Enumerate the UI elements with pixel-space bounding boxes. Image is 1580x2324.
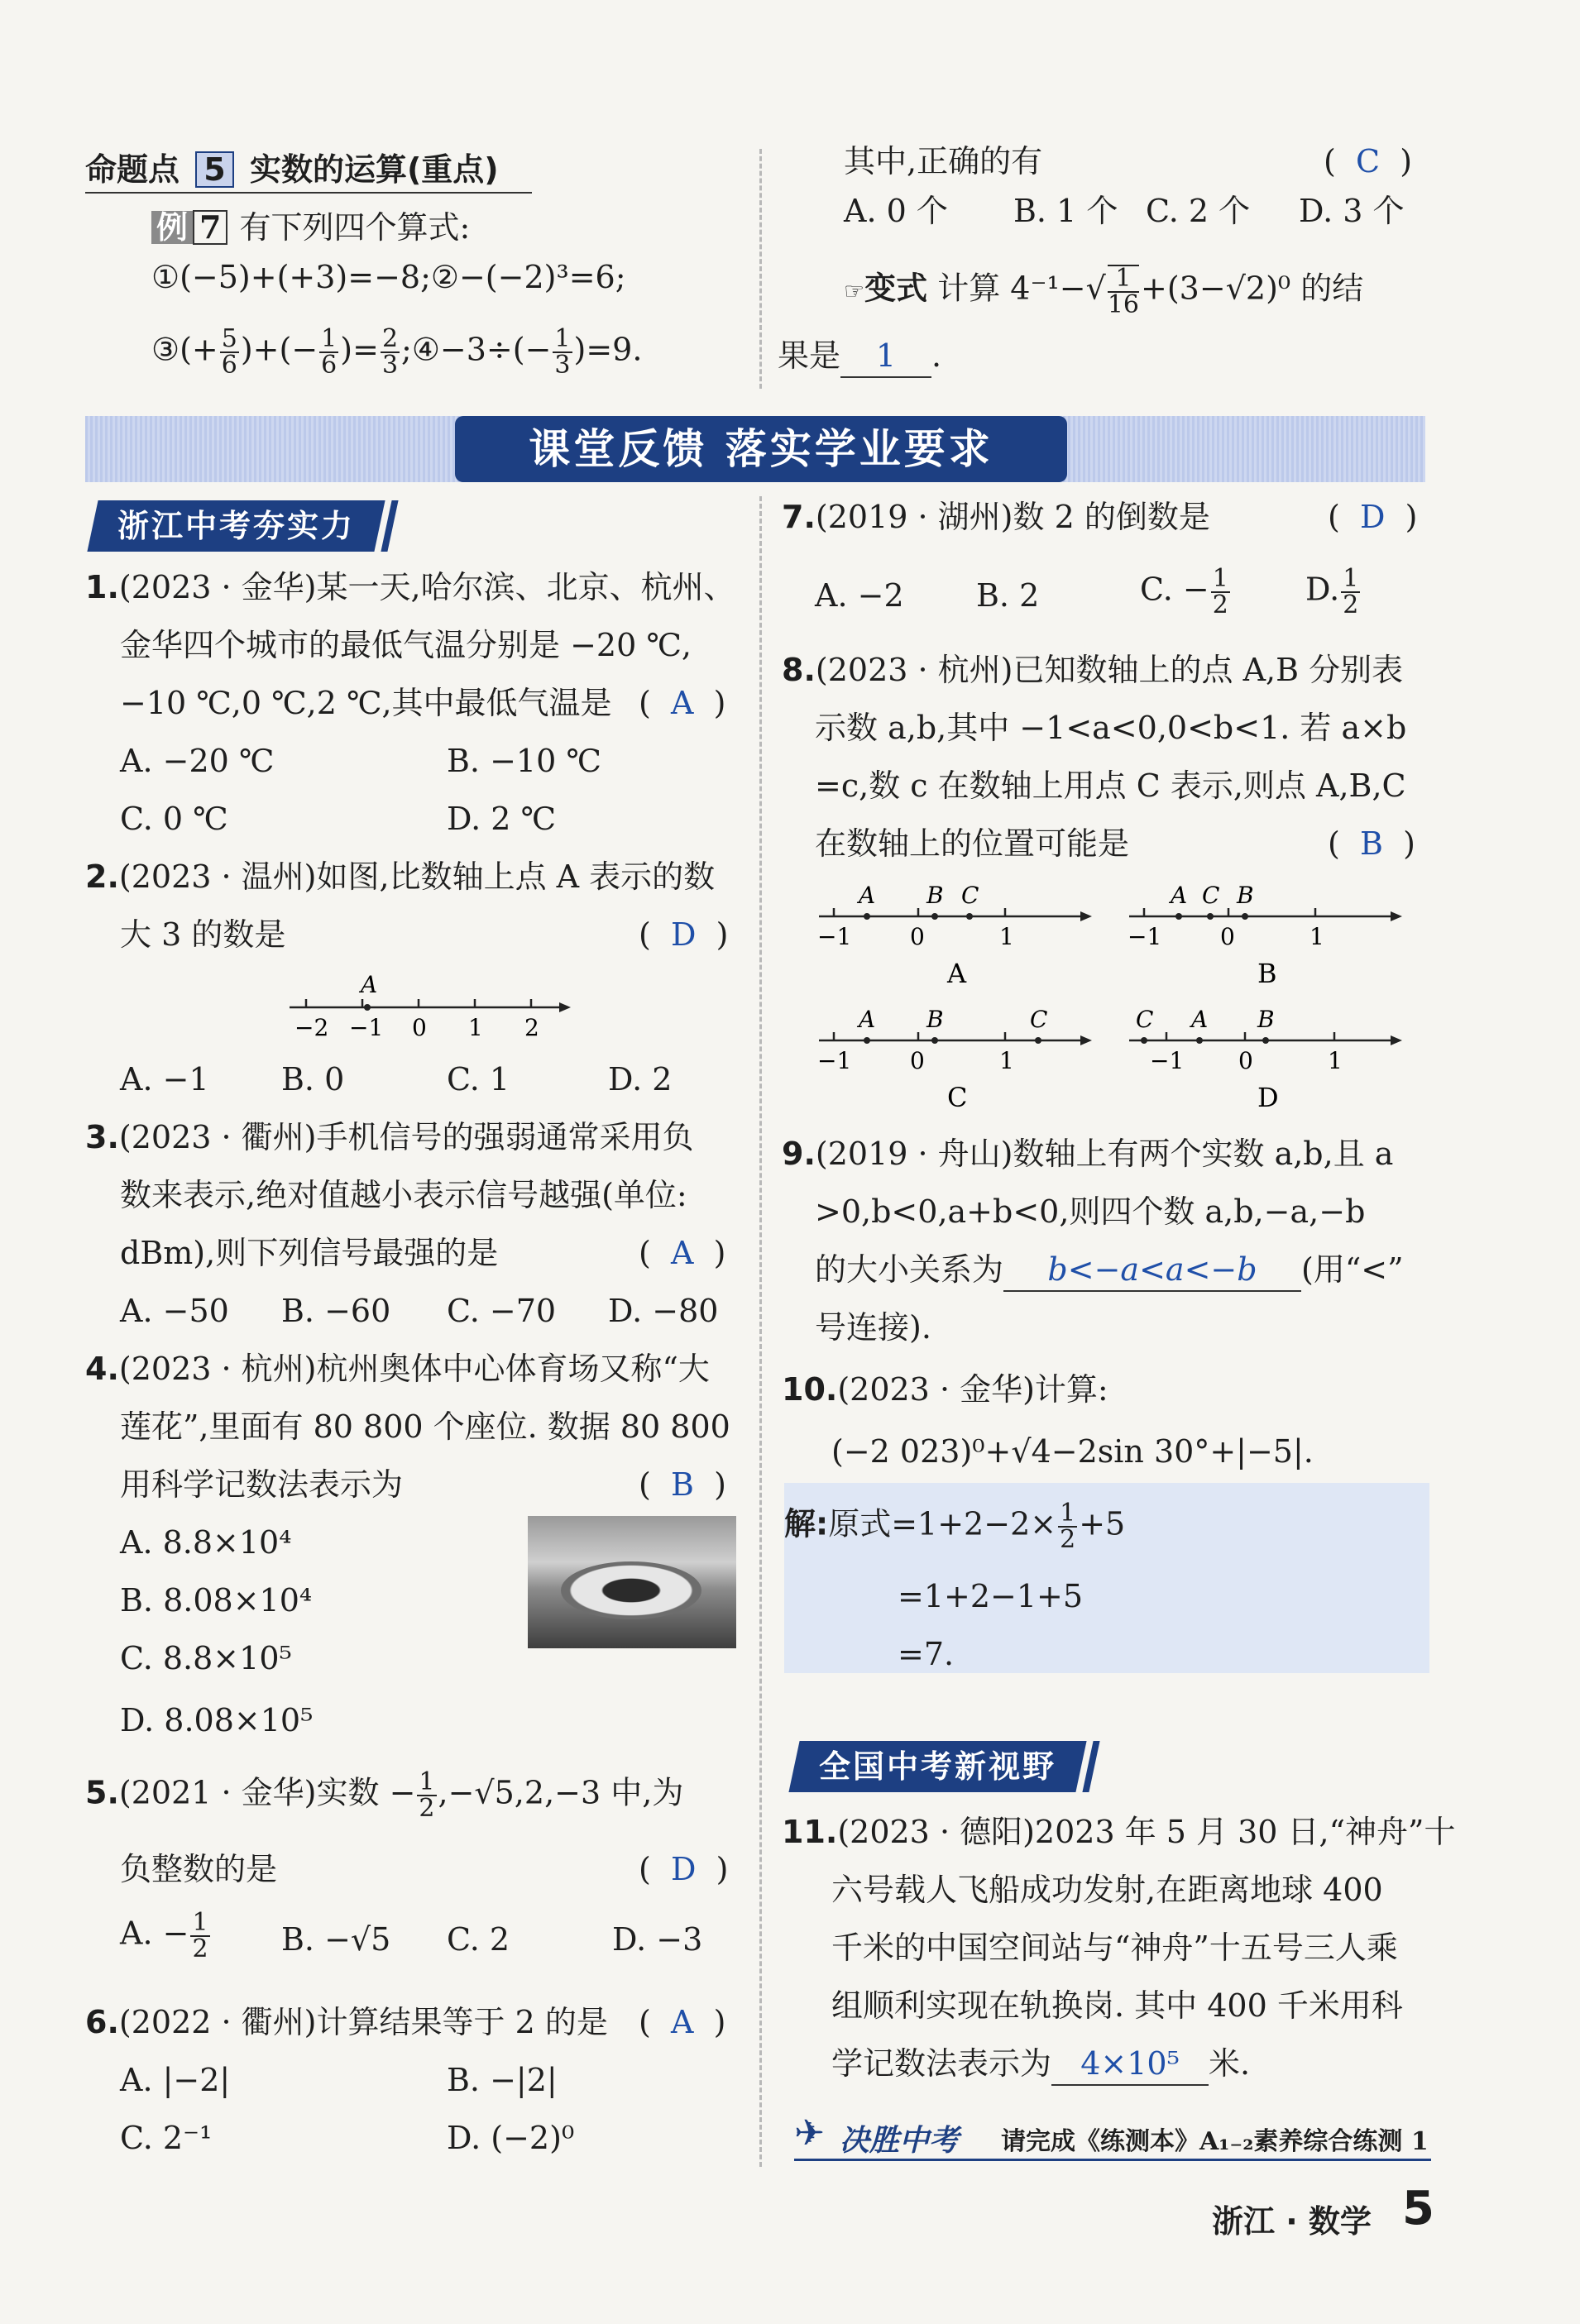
q3-option-c: C. −70 bbox=[447, 1293, 557, 1329]
q7-option-b: B. 2 bbox=[976, 577, 1040, 614]
svg-text:A: A bbox=[1171, 882, 1188, 909]
tag-national: 全国中考新视野 bbox=[788, 1741, 1086, 1792]
svg-text:−1: −1 bbox=[817, 1047, 852, 1074]
q8-answer: ( B ) bbox=[1328, 825, 1415, 862]
example-7-answer: ( C ) bbox=[1324, 143, 1413, 179]
q9-line1: 9.(2019 · 舟山)数轴上有两个实数 a,b,且 a bbox=[782, 1136, 1394, 1172]
q2-line1: 2.(2023 · 温州)如图,比数轴上点 A 表示的数 bbox=[85, 858, 716, 895]
q2-line2: 大 3 的数是 bbox=[120, 916, 286, 953]
q2-tick-label: −1 bbox=[349, 1014, 384, 1041]
example-7-question: 其中,正确的有 bbox=[844, 143, 1043, 179]
svg-text:A: A bbox=[1191, 1006, 1209, 1033]
q11-line4: 组顺利实现在轨换岗. 其中 400 千米用科 bbox=[831, 1987, 1403, 2024]
q9-line4: 号连接). bbox=[815, 1309, 931, 1346]
q11-answer: 4×10⁵ bbox=[1051, 2043, 1209, 2086]
svg-text:−1: −1 bbox=[1128, 923, 1162, 950]
q7-answer: ( D ) bbox=[1328, 499, 1418, 535]
topic-title: 实数的运算(重点) bbox=[249, 151, 499, 188]
svg-text:1: 1 bbox=[1309, 923, 1324, 950]
q1-line1: 1.(2023 · 金华)某一天,哈尔滨、北京、杭州、 bbox=[85, 569, 735, 605]
svg-text:B: B bbox=[926, 1006, 944, 1033]
q3-option-a: A. −50 bbox=[120, 1293, 229, 1329]
svg-text:1: 1 bbox=[999, 1047, 1014, 1074]
q11-line1: 11.(2023 · 德阳)2023 年 5 月 30 日,“神舟”十 bbox=[782, 1814, 1456, 1850]
q2-option-b: B. 0 bbox=[281, 1061, 345, 1097]
q4-line3: 用科学记数法表示为 bbox=[120, 1466, 404, 1503]
q2-tick-label: 0 bbox=[412, 1014, 427, 1041]
q6-line1: 6.(2022 · 衢州)计算结果等于 2 的是 bbox=[85, 2004, 608, 2040]
q3-answer: ( A ) bbox=[639, 1235, 726, 1271]
q11-line2: 六号载人飞船成功发射,在距离地球 400 bbox=[831, 1872, 1383, 1908]
tag-zhejiang: 浙江中考夯实力 bbox=[87, 500, 385, 552]
svg-text:A: A bbox=[859, 882, 876, 909]
example-7-line2: ③(+ $\frac{5}{6}$ )+(− $\frac{1}{6}$ )= $\frac{2}{3}$ ;④−3÷(− $\frac{1}{3}$ )=9. bbox=[151, 324, 643, 380]
example-text: 有下列四个算式: bbox=[239, 209, 471, 246]
svg-text:C: C bbox=[1136, 1006, 1154, 1033]
q2-tick-label: 2 bbox=[524, 1014, 539, 1041]
stadium-shape bbox=[561, 1561, 701, 1619]
q1-line3: −10 ℃,0 ℃,2 ℃,其中最低气温是 bbox=[120, 685, 612, 721]
topic-heading bbox=[85, 149, 499, 190]
q7-option-a: A. −2 bbox=[815, 577, 904, 614]
page-number: 5 bbox=[1402, 2182, 1434, 2236]
q5-option-c: C. 2 bbox=[447, 1921, 510, 1958]
q8-diagram-d bbox=[1121, 1001, 1419, 1117]
svg-text:B: B bbox=[1257, 1006, 1275, 1033]
q9-answer: b<−a<a<−b bbox=[1003, 1249, 1301, 1292]
q5-line2: 负整数的是 bbox=[120, 1851, 278, 1887]
q3-line2: 数来表示,绝对值越小表示信号越强(单位: bbox=[120, 1177, 687, 1213]
q2-option-d: D. 2 bbox=[608, 1061, 673, 1097]
q7-option-d: D. $\frac{1}{2}$ bbox=[1305, 564, 1359, 619]
svg-text:A: A bbox=[859, 1006, 876, 1033]
q8-line3: =c,数 c 在数轴上用点 C 表示,则点 A,B,C bbox=[815, 767, 1406, 804]
q8-line4: 在数轴上的位置可能是 bbox=[815, 825, 1130, 862]
q2-tick-label: 1 bbox=[468, 1014, 483, 1041]
q8-label-b: B bbox=[1257, 958, 1277, 989]
topic-number: 5 bbox=[195, 151, 233, 188]
q2-number-line bbox=[281, 968, 579, 1042]
q4-answer: ( B ) bbox=[639, 1466, 726, 1503]
svg-text:0: 0 bbox=[1238, 1047, 1253, 1074]
example-7-option-c: C. 2 个 bbox=[1146, 193, 1251, 229]
q2-option-a: A. −1 bbox=[120, 1061, 209, 1097]
q6-option-b: B. −|2| bbox=[447, 2062, 558, 2098]
q4-option-a: A. 8.8×10⁴ bbox=[120, 1524, 292, 1561]
q2-option-c: C. 1 bbox=[447, 1061, 510, 1097]
q8-diagram-c bbox=[811, 1001, 1108, 1117]
svg-text:0: 0 bbox=[1220, 923, 1235, 950]
q2-answer: ( D ) bbox=[639, 916, 729, 953]
q10-line1: 10.(2023 · 金华)计算: bbox=[782, 1371, 1108, 1408]
section-title: 课堂反馈 落实学业要求 bbox=[455, 416, 1067, 482]
svg-text:C: C bbox=[1202, 882, 1220, 909]
q5-option-d: D. −3 bbox=[612, 1921, 703, 1958]
svg-text:B: B bbox=[1237, 882, 1254, 909]
q6-answer: ( A ) bbox=[639, 2004, 726, 2040]
q9-line3: 的大小关系为 b<−a<a<−b (用“<” bbox=[815, 1249, 1404, 1292]
q5-answer: ( D ) bbox=[639, 1851, 729, 1887]
q1-option-c: C. 0 ℃ bbox=[120, 801, 228, 837]
q4-option-c: C. 8.8×10⁵ bbox=[120, 1640, 292, 1676]
q7-line1: 7.(2019 · 湖州)数 2 的倒数是 bbox=[782, 499, 1210, 535]
q8-line1: 8.(2023 · 杭州)已知数轴上的点 A,B 分别表 bbox=[782, 652, 1404, 688]
footer-logo: 决胜中考 bbox=[840, 2124, 960, 2158]
column-divider-top bbox=[759, 149, 762, 389]
q10-solution-3: =7. bbox=[898, 1636, 955, 1672]
q3-line3: dBm),则下列信号最强的是 bbox=[120, 1235, 499, 1271]
q7-option-c: C. − $\frac{1}{2}$ bbox=[1140, 564, 1228, 619]
q3-option-d: D. −80 bbox=[608, 1293, 719, 1329]
q8-label-c: C bbox=[947, 1082, 968, 1113]
q2-point-label: A bbox=[361, 971, 378, 998]
q5-line1: 5.(2021 · 金华)实数 − $\frac{1}{2}$ ,−√5,2,−3 中,为 bbox=[85, 1767, 684, 1823]
q4-line1: 4.(2023 · 杭州)杭州奥体中心体育场又称“大 bbox=[85, 1351, 710, 1387]
column-divider-main bbox=[759, 496, 762, 2167]
variant-line1: ☞变式 计算 4⁻¹−√ $\frac{1}{16}$ +(3−√2)⁰ 的结 bbox=[844, 264, 1364, 319]
footer-region: 浙江 · 数学 bbox=[1212, 2203, 1372, 2240]
example-number: 7 bbox=[193, 210, 227, 245]
q8-label-d: D bbox=[1257, 1082, 1279, 1113]
example-7-option-d: D. 3 个 bbox=[1299, 193, 1405, 229]
hand-icon: ☞ bbox=[844, 277, 865, 305]
svg-text:1: 1 bbox=[999, 923, 1014, 950]
variant-line2: 果是 1 . bbox=[778, 335, 941, 378]
q1-option-b: B. −10 ℃ bbox=[447, 743, 601, 779]
q11-line5: 学记数法表示为 4×10⁵ 米. bbox=[831, 2043, 1250, 2086]
topic-underline bbox=[85, 192, 532, 194]
q6-option-c: C. 2⁻¹ bbox=[120, 2120, 213, 2156]
q10-line2: (−2 023)⁰+√4−2sin 30°+|−5|. bbox=[831, 1433, 1314, 1470]
q11-line3: 千米的中国空间站与“神舟”十五号三人乘 bbox=[831, 1929, 1398, 1966]
topic-label: 命题点 bbox=[85, 151, 180, 188]
footer-text: 请完成《练测本》A₁₋₂素养综合练测 1 bbox=[1001, 2127, 1429, 2156]
svg-text:C: C bbox=[961, 882, 979, 909]
example-7-line1: ①(−5)+(+3)=−8;②−(−2)³=6; bbox=[151, 259, 626, 295]
q1-option-d: D. 2 ℃ bbox=[447, 801, 557, 837]
q1-line2: 金华四个城市的最低气温分别是 −20 ℃, bbox=[120, 627, 692, 663]
svg-text:0: 0 bbox=[910, 923, 925, 950]
q4-line2: 莲花”,里面有 80 800 个座位. 数据 80 800 bbox=[120, 1408, 730, 1445]
q1-answer: ( A ) bbox=[639, 685, 726, 721]
q3-line1: 3.(2023 · 衢州)手机信号的强弱通常采用负 bbox=[85, 1119, 694, 1155]
q8-diagram-b bbox=[1121, 877, 1419, 992]
q4-option-b: B. 8.08×10⁴ bbox=[120, 1582, 313, 1619]
q6-option-d: D. (−2)⁰ bbox=[447, 2120, 575, 2156]
svg-text:0: 0 bbox=[910, 1047, 925, 1074]
runner-icon: ✈ bbox=[794, 2112, 825, 2154]
q6-option-a: A. |−2| bbox=[120, 2062, 231, 2098]
stadium-photo bbox=[528, 1516, 736, 1648]
svg-text:1: 1 bbox=[1328, 1047, 1343, 1074]
q5-option-a: A. − $\frac{1}{2}$ bbox=[120, 1908, 208, 1963]
q5-option-b: B. −√5 bbox=[281, 1921, 391, 1958]
q3-option-b: B. −60 bbox=[281, 1293, 391, 1329]
q10-solution-2: =1+2−1+5 bbox=[898, 1578, 1084, 1614]
svg-text:B: B bbox=[926, 882, 944, 909]
svg-text:−1: −1 bbox=[817, 923, 852, 950]
example-7-option-a: A. 0 个 bbox=[844, 193, 948, 229]
svg-text:−1: −1 bbox=[1150, 1047, 1185, 1074]
example-badge: 例 bbox=[151, 211, 193, 244]
example-7-intro bbox=[151, 207, 470, 248]
q8-diagram-a bbox=[811, 877, 1108, 992]
q1-option-a: A. −20 ℃ bbox=[120, 743, 275, 779]
q10-solution-1: 解:原式=1+2−2× $\frac{1}{2}$ +5 bbox=[784, 1499, 1126, 1554]
q9-line2: >0,b<0,a+b<0,则四个数 a,b,−a,−b bbox=[815, 1193, 1366, 1230]
svg-text:C: C bbox=[1030, 1006, 1048, 1033]
q2-tick-label: −2 bbox=[294, 1014, 329, 1041]
footer-banner bbox=[794, 2109, 1431, 2161]
q2-point-a bbox=[364, 1004, 371, 1011]
variant-answer: 1 bbox=[840, 335, 931, 378]
q8-line2: 示数 a,b,其中 −1<a<0,0<b<1. 若 a×b bbox=[815, 710, 1407, 746]
variant-label: 变式 bbox=[864, 270, 928, 307]
example-7-option-b: B. 1 个 bbox=[1013, 193, 1118, 229]
q4-option-d: D. 8.08×10⁵ bbox=[120, 1702, 314, 1738]
q8-label-a: A bbox=[947, 958, 967, 989]
